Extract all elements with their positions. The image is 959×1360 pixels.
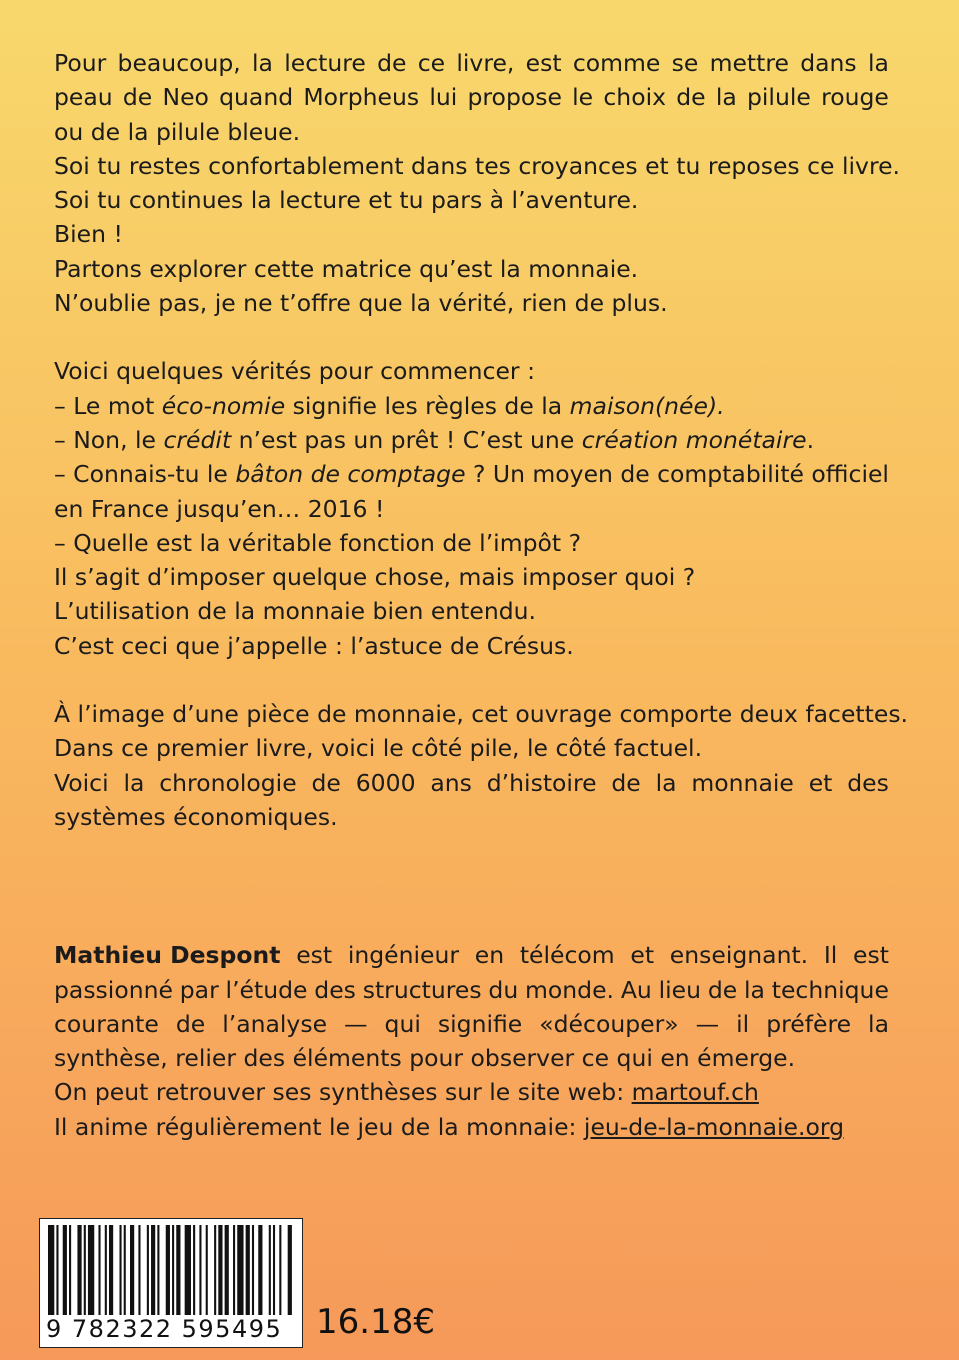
barcode-bar [279,1225,281,1315]
word: Morpheus [303,83,420,112]
price-label: 16.18€ [316,1302,435,1342]
word: de [311,768,341,797]
text-line [54,389,889,423]
word: de [122,83,153,112]
word: — [344,1009,368,1038]
text-run: – Le mot [54,391,162,420]
text-line: – Quelle est la véritable fonction de l’impôt ? [54,528,582,557]
barcode-bar [77,1225,81,1315]
word: Pour [54,49,107,77]
word: le [206,460,228,489]
barcode-bar [225,1225,229,1315]
barcode-bar [199,1225,201,1315]
text-line: Soi tu restes confortablement dans tes croyances et tu reposes ce livre. [54,151,901,180]
word: qui [384,1009,421,1038]
word: ans [430,768,472,797]
word: peau [54,83,113,112]
text-line: en France jusqu’en… 2016 ! [54,494,385,523]
barcode-bar [130,1225,134,1315]
word: télécom [519,941,615,970]
word: et [808,768,833,797]
word: la [744,975,765,1004]
barcode-bar [69,1225,71,1315]
barcode-bar [269,1225,271,1315]
italic-term: éco-nomie [161,391,286,420]
word: de [707,975,738,1004]
text-line [54,1075,889,1109]
justified-line [54,766,889,800]
word: enseignant. [669,941,809,970]
barcode-bar [56,1225,58,1315]
word: technique [771,975,889,1004]
barcode-bars [48,1225,294,1315]
word: se [671,49,699,77]
text-line: Partons explorer cette matrice qu’est la monnaie. [54,254,639,283]
word: propose [467,83,562,112]
word: dans [800,49,857,77]
intro-paragraph [54,46,901,320]
word: lieu [658,975,702,1004]
word: des [314,975,356,1004]
text-line: N’oublie pas, je ne t’offre que la vérité, rien de plus. [54,289,668,318]
text-line [54,423,889,457]
barcode-bar [176,1225,180,1315]
barcode-bar [109,1225,113,1315]
word: est [296,941,333,970]
word: rouge [821,83,889,112]
barcode-bar [252,1225,254,1315]
word: de [377,49,407,77]
word: pilule [746,83,811,112]
barcode-bar [147,1225,149,1315]
text-line: ou de la pilule bleue. [54,117,301,146]
word: signifie [437,1009,523,1038]
word: de [620,460,650,489]
word: de [676,83,706,112]
text-line: L’utilisation de la monnaie bien entendu. [54,597,537,626]
word: – [54,460,66,489]
barcode-bar [48,1225,54,1315]
barcode-bar [138,1225,140,1315]
text-run: . [806,425,815,454]
word: le [572,83,594,112]
word: lui [429,83,458,112]
isbn-barcode [39,1218,303,1348]
justified-line [54,973,889,1007]
justified-line [54,1007,889,1041]
word: ingénieur [347,941,460,970]
word: la [655,768,677,797]
word: livre, [456,49,515,77]
text-run: signifie les règles de la [285,391,570,420]
italic-term: maison(née). [569,391,725,420]
word: de [611,768,641,797]
text-line: Il s’agit d’imposer quelque chose, mais imposer quoi ? [54,563,696,592]
word: Il [823,941,838,970]
barcode-bar [185,1225,191,1315]
text-run: – Non, le [54,425,164,454]
barcode-bar [218,1225,222,1315]
barcode-bar [105,1225,107,1315]
word: 6000 [355,768,416,797]
word: quand [219,83,294,112]
word: l’étude [225,975,308,1004]
word: la [868,1009,889,1038]
barcode-bar [258,1225,262,1315]
word: Voici [54,768,109,797]
word: préfère [766,1009,852,1038]
justified-line [54,80,889,114]
justified-line [54,457,889,491]
word: «découper» [539,1009,679,1038]
word: monnaie [691,768,794,797]
barcode-bar [63,1225,67,1315]
word: moyen [532,460,613,489]
text-run: On peut retrouver ses synthèses sur le site web: [54,1078,632,1107]
back-cover-text [54,46,909,1144]
word: en [474,941,505,970]
word: la [123,768,145,797]
text-run: Il anime régulièrement le jeu de la monnaie: [54,1112,584,1141]
barcode-bar [237,1225,243,1315]
word: mettre [709,49,789,77]
author-name: Mathieu Despont [54,941,281,970]
barcode-bar [172,1225,174,1315]
website-link[interactable]: martouf.ch [631,1078,759,1107]
word: la [867,49,889,77]
word: chronologie [159,768,297,797]
text-line: Bien ! [54,220,123,249]
word: comme [572,49,661,77]
text-line: Voici quelques vérités pour commencer : [54,357,535,386]
word: par [179,975,219,1004]
text-line: Soi tu continues la lecture et tu pars à l’aventure. [54,186,639,215]
word: comptabilité [657,460,805,489]
italic-term: crédit [163,425,232,454]
barcode-bar [233,1225,235,1315]
barcode-bar [124,1225,126,1315]
word: courante [54,1009,159,1038]
barcode-bar [206,1225,208,1315]
barcode-bar [166,1225,170,1315]
word: Au [620,975,652,1004]
text-line: C’est ceci que j’appelle : l’astuce de Crésus. [54,631,574,660]
barcode-bar [246,1225,250,1315]
word: Connais-tu [73,460,200,489]
author-paragraph [54,938,889,1144]
text-line: À l’image d’une pièce de monnaie, cet ouvrage comporte deux facettes. [54,700,909,729]
barcode-bar [157,1225,159,1315]
barcode-bar [214,1225,216,1315]
barcode-bar [84,1225,86,1315]
word: lecture [284,49,366,77]
text-line: systèmes économiques. [54,802,338,831]
word: est [525,49,562,77]
barcode-bar [273,1225,275,1315]
text-line: synthèse, relier des éléments pour observer ce qui en émerge. [54,1044,796,1073]
word: l’analyse [222,1009,328,1038]
isbn-number: 9 782322 595495 [46,1315,283,1343]
word: passionné [54,975,173,1004]
barcode-bar [288,1225,292,1315]
justified-line [54,46,889,80]
word: du [488,975,519,1004]
word: d’histoire [486,768,597,797]
barcode-bar [193,1225,195,1315]
barcode-bar [98,1225,100,1315]
word: officiel [811,460,889,489]
word: la [252,49,273,77]
word: monde. [525,975,615,1004]
word: ce [417,49,446,77]
word: — [695,1009,720,1038]
italic-term: bâton de comptage [235,460,466,489]
word: Neo [162,83,209,112]
barcode-bar [88,1225,94,1315]
truths-paragraph [54,354,889,663]
word: et [630,941,655,970]
text-run: n’est pas un prêt ! C’est une [231,425,582,454]
text-line [54,1110,889,1144]
barcode-bar [119,1225,121,1315]
word: il [736,1009,750,1038]
word: structures [362,975,482,1004]
word: beaucoup, [117,49,241,77]
word: ? Un [472,460,525,489]
word: de [175,1009,206,1038]
word: des [847,768,889,797]
italic-term: création monétaire [581,425,807,454]
game-website-link[interactable]: jeu-de-la-monnaie.org [583,1112,845,1141]
barcode-bar [151,1225,155,1315]
facets-paragraph [54,697,909,834]
word: choix [603,83,667,112]
justified-line [54,938,889,972]
word: est [853,941,889,970]
word: la [715,83,737,112]
text-line: Dans ce premier livre, voici le côté pile, le côté factuel. [54,734,703,763]
